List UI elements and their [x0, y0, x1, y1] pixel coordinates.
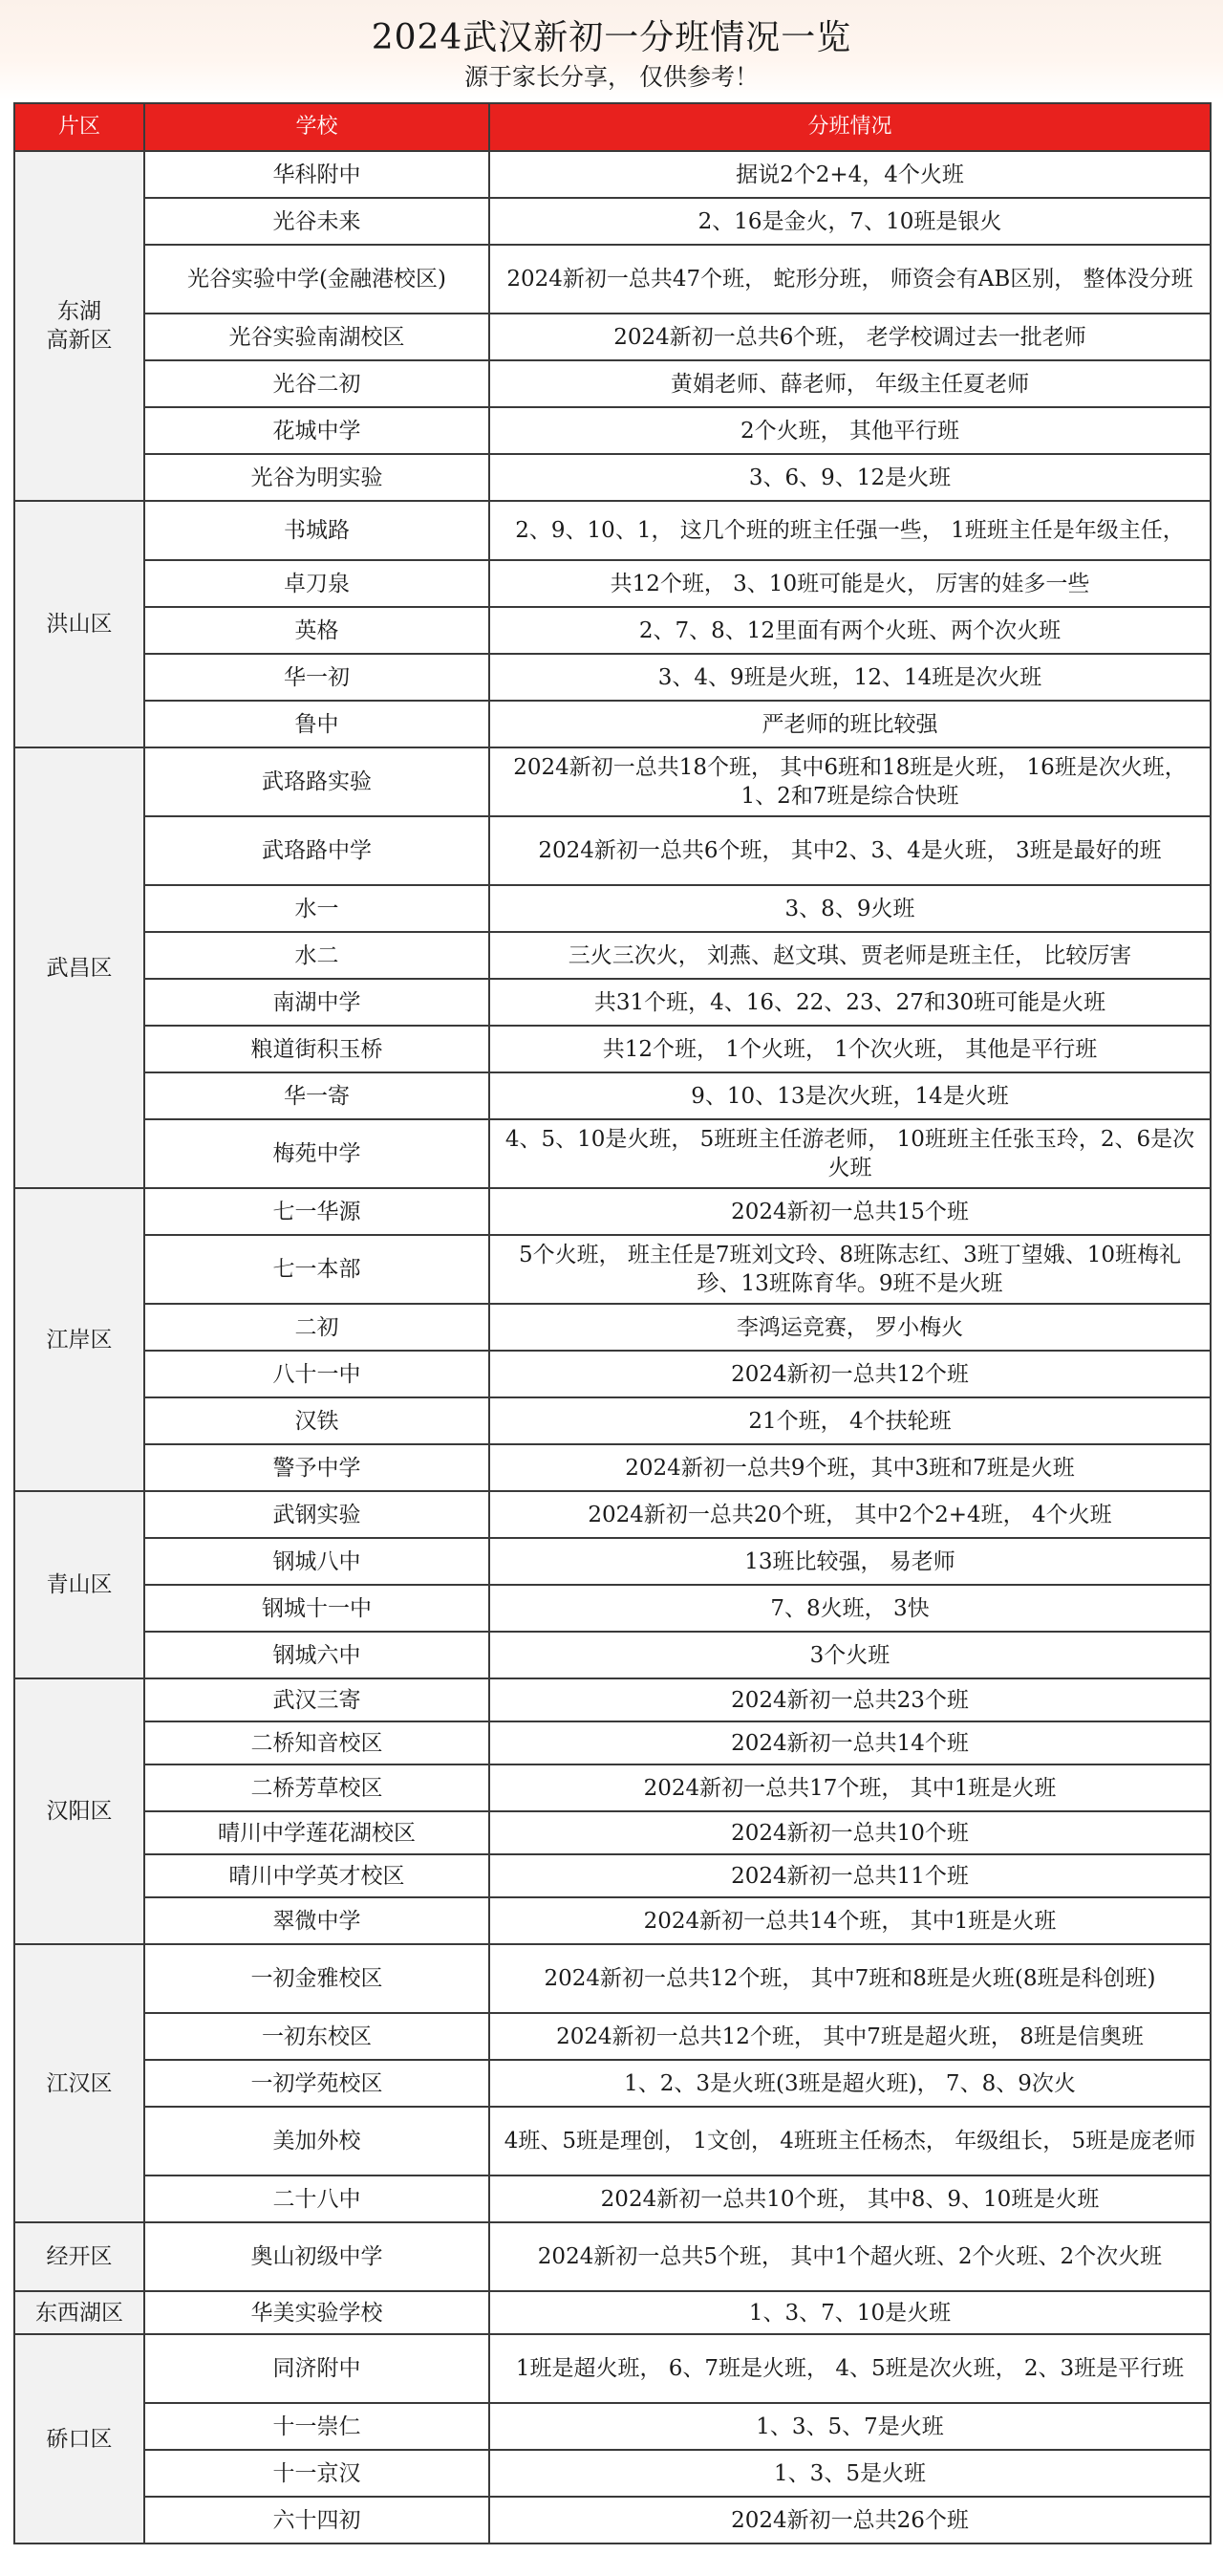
- info-cell: 2024新初一总共17个班， 其中1班是火班: [489, 1764, 1211, 1811]
- info-cell: 共31个班，4、16、22、23、27和30班可能是火班: [489, 979, 1211, 1026]
- district-cell: 东西湖区: [14, 2291, 144, 2334]
- table-row: [14, 2176, 1211, 2222]
- district-cell: 江岸区: [14, 1188, 144, 1491]
- info-cell: 5个火班， 班主任是7班刘文玲、8班陈志红、3班丁望娥、10班梅礼珍、13班陈育华。9班不是火班: [489, 1235, 1211, 1304]
- school-cell: 一初学苑校区: [144, 2060, 489, 2107]
- info-cell: 2024新初一总共10个班， 其中8、9、10班是火班: [489, 2176, 1211, 2222]
- info-cell: 据说2个2+4，4个火班: [489, 151, 1211, 198]
- info-cell: 2024新初一总共10个班: [489, 1811, 1211, 1854]
- school-cell: 十一崇仁: [144, 2403, 489, 2450]
- school-cell: 粮道街积玉桥: [144, 1026, 489, 1072]
- school-cell: 南湖中学: [144, 979, 489, 1026]
- info-cell: 李鸿运竞赛， 罗小梅火: [489, 1304, 1211, 1351]
- table-row: [14, 816, 1211, 885]
- info-cell: 2024新初一总共12个班: [489, 1351, 1211, 1397]
- school-cell: 水一: [144, 885, 489, 932]
- table-row: [14, 2222, 1211, 2291]
- info-cell: 13班比较强， 易老师: [489, 1538, 1211, 1585]
- table-row: [14, 1026, 1211, 1072]
- school-cell: 水二: [144, 932, 489, 979]
- table-row: [14, 1632, 1211, 1678]
- table-row: [14, 151, 1211, 198]
- table-row: [14, 1811, 1211, 1854]
- school-cell: 二桥知音校区: [144, 1721, 489, 1764]
- info-cell: 2个火班， 其他平行班: [489, 407, 1211, 454]
- table-row: [14, 1764, 1211, 1811]
- table-row: [14, 1351, 1211, 1397]
- info-cell: 2024新初一总共12个班， 其中7班是超火班， 8班是信奥班: [489, 2013, 1211, 2060]
- school-cell: 八十一中: [144, 1351, 489, 1397]
- table-row: [14, 1854, 1211, 1897]
- table-row: [14, 1444, 1211, 1491]
- table-row: [14, 2107, 1211, 2176]
- school-cell: 花城中学: [144, 407, 489, 454]
- school-cell: 十一京汉: [144, 2450, 489, 2497]
- school-cell: 英格: [144, 607, 489, 654]
- header: [0, 0, 1223, 100]
- table-row: [14, 1897, 1211, 1944]
- info-cell: 1、2、3是火班(3班是超火班)， 7、8、9次火: [489, 2060, 1211, 2107]
- table-row: [14, 885, 1211, 932]
- table-row: [14, 2060, 1211, 2107]
- info-cell: 1、3、5是火班: [489, 2450, 1211, 2497]
- table-row: [14, 1072, 1211, 1119]
- table-row: [14, 979, 1211, 1026]
- school-cell: 晴川中学英才校区: [144, 1854, 489, 1897]
- school-cell: 华一初: [144, 654, 489, 701]
- table-row: [14, 747, 1211, 816]
- info-cell: 2024新初一总共20个班， 其中2个2+4班， 4个火班: [489, 1491, 1211, 1538]
- info-cell: 1、3、7、10是火班: [489, 2291, 1211, 2334]
- school-cell: 二桥芳草校区: [144, 1764, 489, 1811]
- table-row: [14, 1491, 1211, 1538]
- table-row: [14, 654, 1211, 701]
- info-cell: 2024新初一总共15个班: [489, 1188, 1211, 1235]
- info-cell: 2024新初一总共6个班， 老学校调过去一批老师: [489, 314, 1211, 360]
- table-row: [14, 454, 1211, 501]
- header-school: 学校: [144, 103, 489, 151]
- info-cell: 7、8火班， 3快: [489, 1585, 1211, 1632]
- info-cell: 2024新初一总共26个班: [489, 2497, 1211, 2544]
- school-cell: 二初: [144, 1304, 489, 1351]
- info-cell: 1班是超火班， 6、7班是火班， 4、5班是次火班， 2、3班是平行班: [489, 2334, 1211, 2403]
- info-cell: 共12个班， 3、10班可能是火， 厉害的娃多一些: [489, 560, 1211, 607]
- info-cell: 2024新初一总共9个班，其中3班和7班是火班: [489, 1444, 1211, 1491]
- info-cell: 2、16是金火，7、10班是银火: [489, 198, 1211, 245]
- info-cell: 2024新初一总共5个班， 其中1个超火班、2个火班、2个次火班: [489, 2222, 1211, 2291]
- school-cell: 华一寄: [144, 1072, 489, 1119]
- school-cell: 警予中学: [144, 1444, 489, 1491]
- info-cell: 2024新初一总共11个班: [489, 1854, 1211, 1897]
- school-cell: 光谷二初: [144, 360, 489, 407]
- page-subtitle: 源于家长分享， 仅供参考！: [464, 63, 759, 91]
- school-cell: 钢城八中: [144, 1538, 489, 1585]
- school-cell: 晴川中学莲花湖校区: [144, 1811, 489, 1854]
- district-cell: 江汉区: [14, 1944, 144, 2222]
- info-cell: 9、10、13是次火班，14是火班: [489, 1072, 1211, 1119]
- table-row: [14, 1397, 1211, 1444]
- school-cell: 武珞路中学: [144, 816, 489, 885]
- info-cell: 2024新初一总共6个班， 其中2、3、4是火班， 3班是最好的班: [489, 816, 1211, 885]
- table-row: [14, 701, 1211, 747]
- school-cell: 卓刀泉: [144, 560, 489, 607]
- table-row: [14, 501, 1211, 560]
- school-cell: 翠微中学: [144, 1897, 489, 1944]
- school-cell: 汉铁: [144, 1397, 489, 1444]
- school-cell: 钢城十一中: [144, 1585, 489, 1632]
- table-row: [14, 2403, 1211, 2450]
- info-cell: 2024新初一总共12个班， 其中7班和8班是火班(8班是科创班): [489, 1944, 1211, 2013]
- info-cell: 严老师的班比较强: [489, 701, 1211, 747]
- school-cell: 美加外校: [144, 2107, 489, 2176]
- school-cell: 光谷实验中学(金融港校区): [144, 245, 489, 314]
- info-cell: 共12个班， 1个火班， 1个次火班， 其他是平行班: [489, 1026, 1211, 1072]
- table-row: [14, 1678, 1211, 1721]
- table-row: [14, 360, 1211, 407]
- table-row: [14, 2291, 1211, 2334]
- table-row: [14, 245, 1211, 314]
- info-cell: 3、8、9火班: [489, 885, 1211, 932]
- school-cell: 光谷实验南湖校区: [144, 314, 489, 360]
- school-cell: 武汉三寄: [144, 1678, 489, 1721]
- school-cell: 一初金雅校区: [144, 1944, 489, 2013]
- info-cell: 2024新初一总共23个班: [489, 1678, 1211, 1721]
- table-row: [14, 1585, 1211, 1632]
- table-row: [14, 1119, 1211, 1188]
- table-row: [14, 560, 1211, 607]
- school-cell: 二十八中: [144, 2176, 489, 2222]
- district-cell: 东湖 高新区: [14, 151, 144, 501]
- info-cell: 2024新初一总共47个班， 蛇形分班， 师资会有AB区别， 整体没分班: [489, 245, 1211, 314]
- district-cell: 硚口区: [14, 2334, 144, 2544]
- table-row: [14, 2334, 1211, 2403]
- table-header-row: [14, 103, 1211, 151]
- table-row: [14, 932, 1211, 979]
- info-cell: 2、9、10、1， 这几个班的班主任强一些， 1班班主任是年级主任，: [489, 501, 1211, 560]
- info-cell: 3、4、9班是火班，12、14班是次火班: [489, 654, 1211, 701]
- table-row: [14, 1538, 1211, 1585]
- table-row: [14, 607, 1211, 654]
- info-cell: 2024新初一总共14个班: [489, 1721, 1211, 1764]
- table-row: [14, 1235, 1211, 1304]
- district-cell: 青山区: [14, 1491, 144, 1678]
- school-cell: 六十四初: [144, 2497, 489, 2544]
- info-cell: 2024新初一总共14个班， 其中1班是火班: [489, 1897, 1211, 1944]
- info-cell: 三火三次火， 刘燕、赵文琪、贾老师是班主任， 比较厉害: [489, 932, 1211, 979]
- info-cell: 1、3、5、7是火班: [489, 2403, 1211, 2450]
- table-row: [14, 1721, 1211, 1764]
- info-cell: 3、6、9、12是火班: [489, 454, 1211, 501]
- school-cell: 鲁中: [144, 701, 489, 747]
- school-cell: 梅苑中学: [144, 1119, 489, 1188]
- school-cell: 武珞路实验: [144, 747, 489, 816]
- class-allocation-table: [13, 102, 1212, 2544]
- district-cell: 武昌区: [14, 747, 144, 1188]
- district-cell: 经开区: [14, 2222, 144, 2291]
- school-cell: 光谷未来: [144, 198, 489, 245]
- table-row: [14, 407, 1211, 454]
- info-cell: 21个班， 4个扶轮班: [489, 1397, 1211, 1444]
- district-cell: 汉阳区: [14, 1678, 144, 1944]
- school-cell: 光谷为明实验: [144, 454, 489, 501]
- table-row: [14, 314, 1211, 360]
- district-cell: 洪山区: [14, 501, 144, 747]
- header-district: 片区: [14, 103, 144, 151]
- info-cell: 2、7、8、12里面有两个火班、两个次火班: [489, 607, 1211, 654]
- info-cell: 4、5、10是火班， 5班班主任游老师， 10班班主任张玉玲，2、6是次火班: [489, 1119, 1211, 1188]
- info-cell: 3个火班: [489, 1632, 1211, 1678]
- school-cell: 武钢实验: [144, 1491, 489, 1538]
- school-cell: 华美实验学校: [144, 2291, 489, 2334]
- table-row: [14, 2450, 1211, 2497]
- table-row: [14, 1188, 1211, 1235]
- page-title: 2024武汉新初一分班情况一览: [371, 18, 852, 57]
- school-cell: 钢城六中: [144, 1632, 489, 1678]
- table-row: [14, 2013, 1211, 2060]
- school-cell: 书城路: [144, 501, 489, 560]
- table-row: [14, 2497, 1211, 2544]
- school-cell: 七一本部: [144, 1235, 489, 1304]
- info-cell: 2024新初一总共18个班， 其中6班和18班是火班， 16班是次火班，1、2和7班是综合快班: [489, 747, 1211, 816]
- school-cell: 华科附中: [144, 151, 489, 198]
- table-row: [14, 1944, 1211, 2013]
- school-cell: 一初东校区: [144, 2013, 489, 2060]
- table-row: [14, 198, 1211, 245]
- school-cell: 七一华源: [144, 1188, 489, 1235]
- info-cell: 4班、5班是理创， 1文创， 4班班主任杨杰， 年级组长， 5班是庞老师: [489, 2107, 1211, 2176]
- school-cell: 同济附中: [144, 2334, 489, 2403]
- info-cell: 黄娟老师、薛老师， 年级主任夏老师: [489, 360, 1211, 407]
- table-row: [14, 1304, 1211, 1351]
- header-info: 分班情况: [489, 103, 1211, 151]
- school-cell: 奥山初级中学: [144, 2222, 489, 2291]
- table-body: [14, 151, 1211, 2544]
